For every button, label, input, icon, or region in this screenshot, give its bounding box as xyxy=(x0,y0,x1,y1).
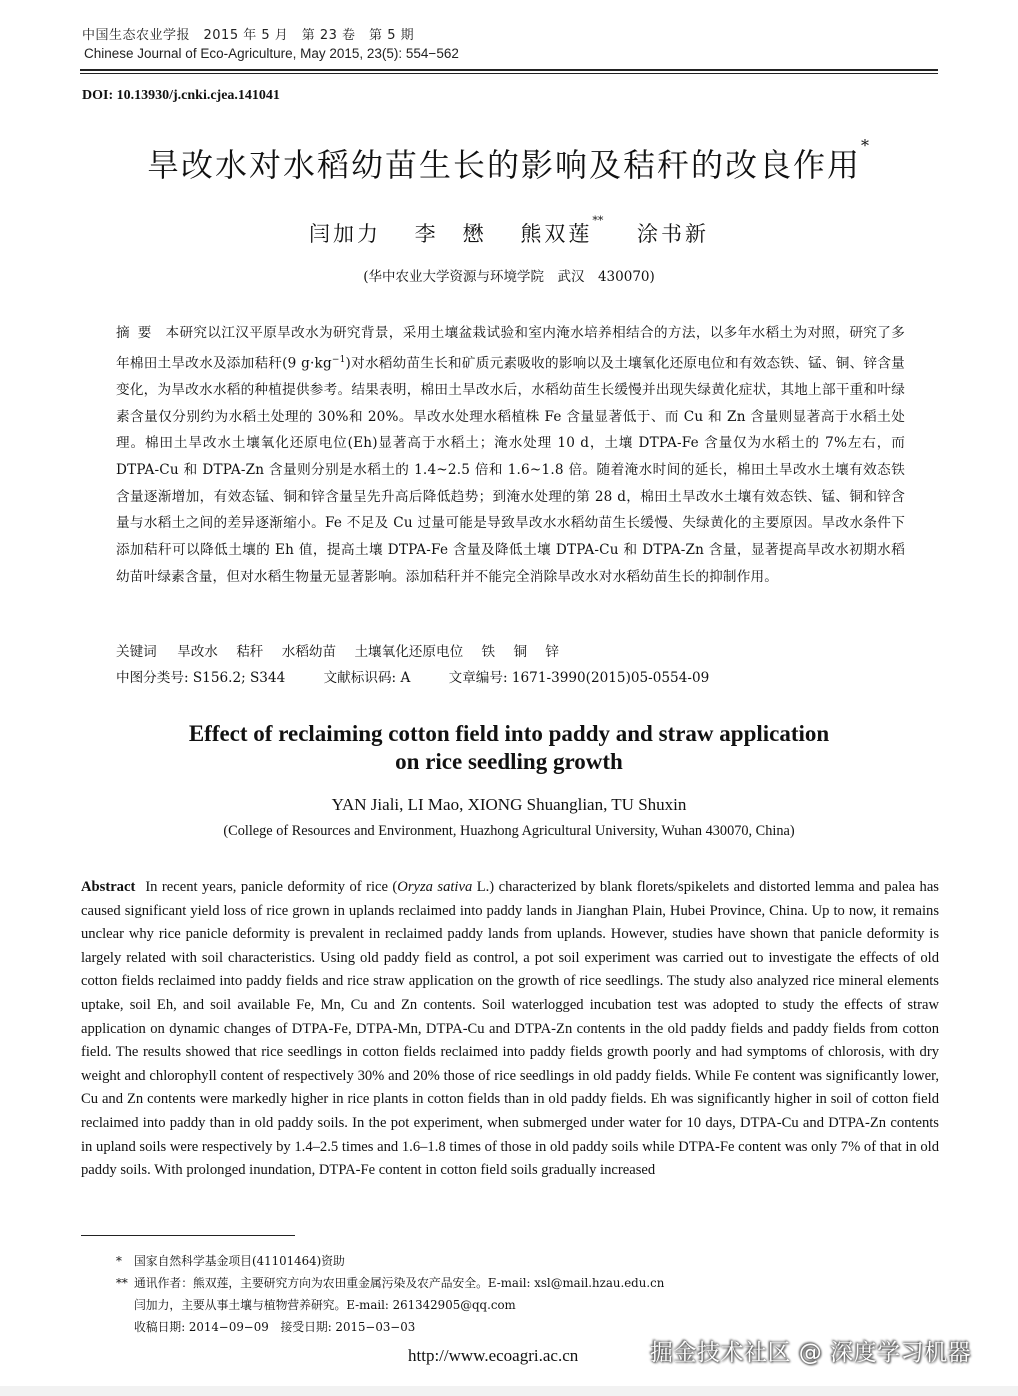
watermark: 掘金技术社区 @ 深度学习机器 xyxy=(650,1340,972,1366)
footnote-mark: ** xyxy=(116,1276,128,1290)
author-cn-3-mark: ** xyxy=(592,214,604,227)
abstract-en-species: Oryza sativa xyxy=(397,879,473,895)
journal-header-en: Chinese Journal of Eco-Agriculture, May 2015, 23(5): 554−562 xyxy=(84,46,459,61)
keywords-cn xyxy=(116,640,573,660)
footnote-text: 国家自然科学基金项目(41101464)资助 xyxy=(134,1254,345,1268)
affiliation-en: (College of Resources and Environment, Huazhong Agricultural University, Wuhan 430070, China) xyxy=(223,823,795,839)
clc-number: 中图分类号: S156.2; S344 xyxy=(116,670,286,686)
title-cn xyxy=(0,136,1018,186)
abstract-en-label: Abstract xyxy=(81,879,136,895)
footnote-text: 收稿日期: 2014−09−09 接受日期: 2015−03−03 xyxy=(134,1320,416,1334)
footnote-row xyxy=(116,1250,664,1272)
abstract-en-text-2: L.) characterized by blank florets/spikelets and distorted lemma and palea has caused significant yield loss of rice grown in uplands reclaimed into paddy lands in Jianghan Plain, Hubei Province, China. Up to now, it remains unclear why rice panicle deformity is prevalent in reclaimed paddy lands from uplands. However, studies have shown that panicle deformity is largely related with soil characteristics. Using old paddy field as control, a pot soil experiment was carried out to investigate the effects of old cotton fields reclaimed into paddy fields and rice straw application on the growth of rice seedlings. The study also analyzed rice mineral elements uptake, soil Eh, and soil available Fe, Mn, Cu and Zn contents. Soil waterlogged incubation test was adopted to study the effects of straw application on dynamic changes of DTPA-Fe, DTPA-Mn, DTPA-Cu and DTPA-Zn contents in the old paddy fields and paddy fields from cotton field. The results showed that rice seedlings in cotton fields reclaimed into paddy fields growth poorly and had symptoms of chlorosis, with dry weight and chlorophyll content of respectively 30% and 20% those of rice seedlings in old paddy fields. While Fe content was significantly lower, Cu and Zn contents were markedly higher in rice plants in cotton fields than in old paddy fields. Eh was significantly higher in soil of cotton field reclaimed into paddy than in old paddy soils. In the pot experiment, when submerged under water for 10 days, DTPA-Cu and DTPA-Zn contents in upland soils were respectively by 1.4–2.5 times and 1.6–1.8 times of those in old paddy soils while DTPA-Fe content was only 7% of that in old paddy soils. With prolonged inundation, DTPA-Fe content in cotton field soils gradually increased xyxy=(81,879,939,1179)
keyword: 铁 xyxy=(481,644,496,660)
abstract-cn-sup: −1 xyxy=(331,354,346,365)
title-en-line-2: on rice seedling growth xyxy=(395,749,623,774)
footnote-mark: * xyxy=(116,1254,122,1268)
footnote-row xyxy=(116,1272,664,1294)
doi: DOI: 10.13930/j.cnki.cjea.141041 xyxy=(82,88,280,103)
abstract-cn xyxy=(116,320,905,591)
author-cn-name xyxy=(520,214,604,246)
keyword: 铜 xyxy=(513,644,528,660)
abstract-cn-text-1: 本研究以江汉平原旱改水为研究背景，采用土壤盆栽试验和室内淹水培养相结合的方法，以多年水稻土为对照，研究了多年棉田土旱改水及添加秸秆(9 g·kg xyxy=(116,325,905,372)
document-code: 文献标识码: A xyxy=(323,670,411,686)
keyword: 旱改水 xyxy=(177,644,218,660)
header-rule-thin xyxy=(80,73,938,74)
keyword: 锌 xyxy=(545,644,559,660)
header-rule-thick xyxy=(80,69,938,71)
footnotes xyxy=(116,1250,664,1338)
authors-en: YAN Jiali, LI Mao, XIONG Shuanglian, TU Shuxin xyxy=(331,795,687,814)
abstract-cn-text-2: )对水稻幼苗生长和矿质元素吸收的影响以及土壤氧化还原电位和有效态铁、锰、铜、锌含量变化，为旱改水水稻的种植提供参考。结果表明，棉田土旱改水后，水稻幼苗生长缓慢并出现失绿黄化症状，其地上部干重和叶绿素含量仅分别约为水稻土处理的 30%和 20%。旱改水处理水稻植株 Fe 含量显著低于、而 Cu 和 Zn 含量则显著高于水稻土处理。棉田土旱改水土壤氧化还原电位(Eh)显著高于水稻土；淹水处理 10 d，土壤 DTPA-Fe 含量仅为水稻土的 7%左右，而 DTPA-Cu 和 DTPA-Zn 含量则分别是水稻土的 1.4~2.5 倍和 1.6~1.8 倍。随着淹水时间的延长，棉田土旱改水土壤有效态铁含量逐渐增加，有效态锰、铜和锌含量呈先升高后降低趋势；到淹水处理的第 28 d，棉田土旱改水土壤有效态铁、锰、铜和锌含量与水稻土之间的差异逐渐缩小。Fe 不足及 Cu 过量可能是导致旱改水水稻幼苗生长缓慢、失绿黄化的主要原因。旱改水条件下添加秸秆可以降低土壤的 Eh 值，提高土壤 DTPA-Fe 含量及降低土壤 DTPA-Cu 和 DTPA-Zn 含量，显著提高旱改水初期水稻幼苗叶绿素含量，但对水稻生物量无显著影响。添加秸秆并不能完全消除旱改水对水稻幼苗生长的抑制作用。 xyxy=(116,355,905,585)
keyword: 秸秆 xyxy=(236,644,264,660)
footnote-row xyxy=(116,1316,664,1338)
bottom-band xyxy=(0,1386,1018,1396)
author-cn-name xyxy=(309,222,381,246)
title-en-line-1: Effect of reclaiming cotton field into paddy and straw application xyxy=(188,721,830,746)
author-cn-4: 涂书新 xyxy=(637,222,710,246)
footnote-row xyxy=(116,1294,664,1316)
footnote-rule xyxy=(81,1235,295,1236)
title-cn-text: 旱改水对水稻幼苗生长的影响及秸秆的改良作用 xyxy=(146,146,861,184)
title-cn-footnote-mark: * xyxy=(861,136,871,155)
abstract-en xyxy=(81,876,939,1183)
keyword: 土壤氧化还原电位 xyxy=(354,644,464,660)
keyword: 水稻幼苗 xyxy=(281,644,337,660)
authors-cn xyxy=(0,214,1018,248)
footnote-text: 闫加力，主要从事土壤与植物营养研究。E-mail: 261342905@qq.com xyxy=(134,1298,516,1312)
affiliation-cn: (华中农业大学资源与环境学院 武汉 430070) xyxy=(363,269,655,285)
keywords-cn-label: 关键词 xyxy=(116,644,157,660)
journal-header-cn: 中国生态农业学报 2015 年 5 月 第 23 卷 第 5 期 xyxy=(82,28,415,43)
author-cn-1: 闫加力 xyxy=(308,222,381,246)
author-cn-name xyxy=(637,222,709,246)
abstract-en-text-1: In recent years, panicle deformity of rice ( xyxy=(145,879,398,895)
footnote-text: 通讯作者：熊双莲，主要研究方向为农田重金属污染及农产品安全。E-mail: xsl@mail.hzau.edu.cn xyxy=(134,1276,665,1290)
article-number: 文章编号: 1671-3990(2015)05-0554-09 xyxy=(448,670,710,686)
author-cn-name xyxy=(415,222,487,246)
journal-url: http://www.ecoagri.ac.cn xyxy=(408,1346,579,1365)
classification-cn xyxy=(116,666,743,686)
author-cn-3: 熊双莲 xyxy=(520,222,593,246)
abstract-cn-label: 摘要 xyxy=(116,325,160,341)
author-cn-2: 李 懋 xyxy=(414,222,487,246)
title-en xyxy=(0,720,1018,776)
